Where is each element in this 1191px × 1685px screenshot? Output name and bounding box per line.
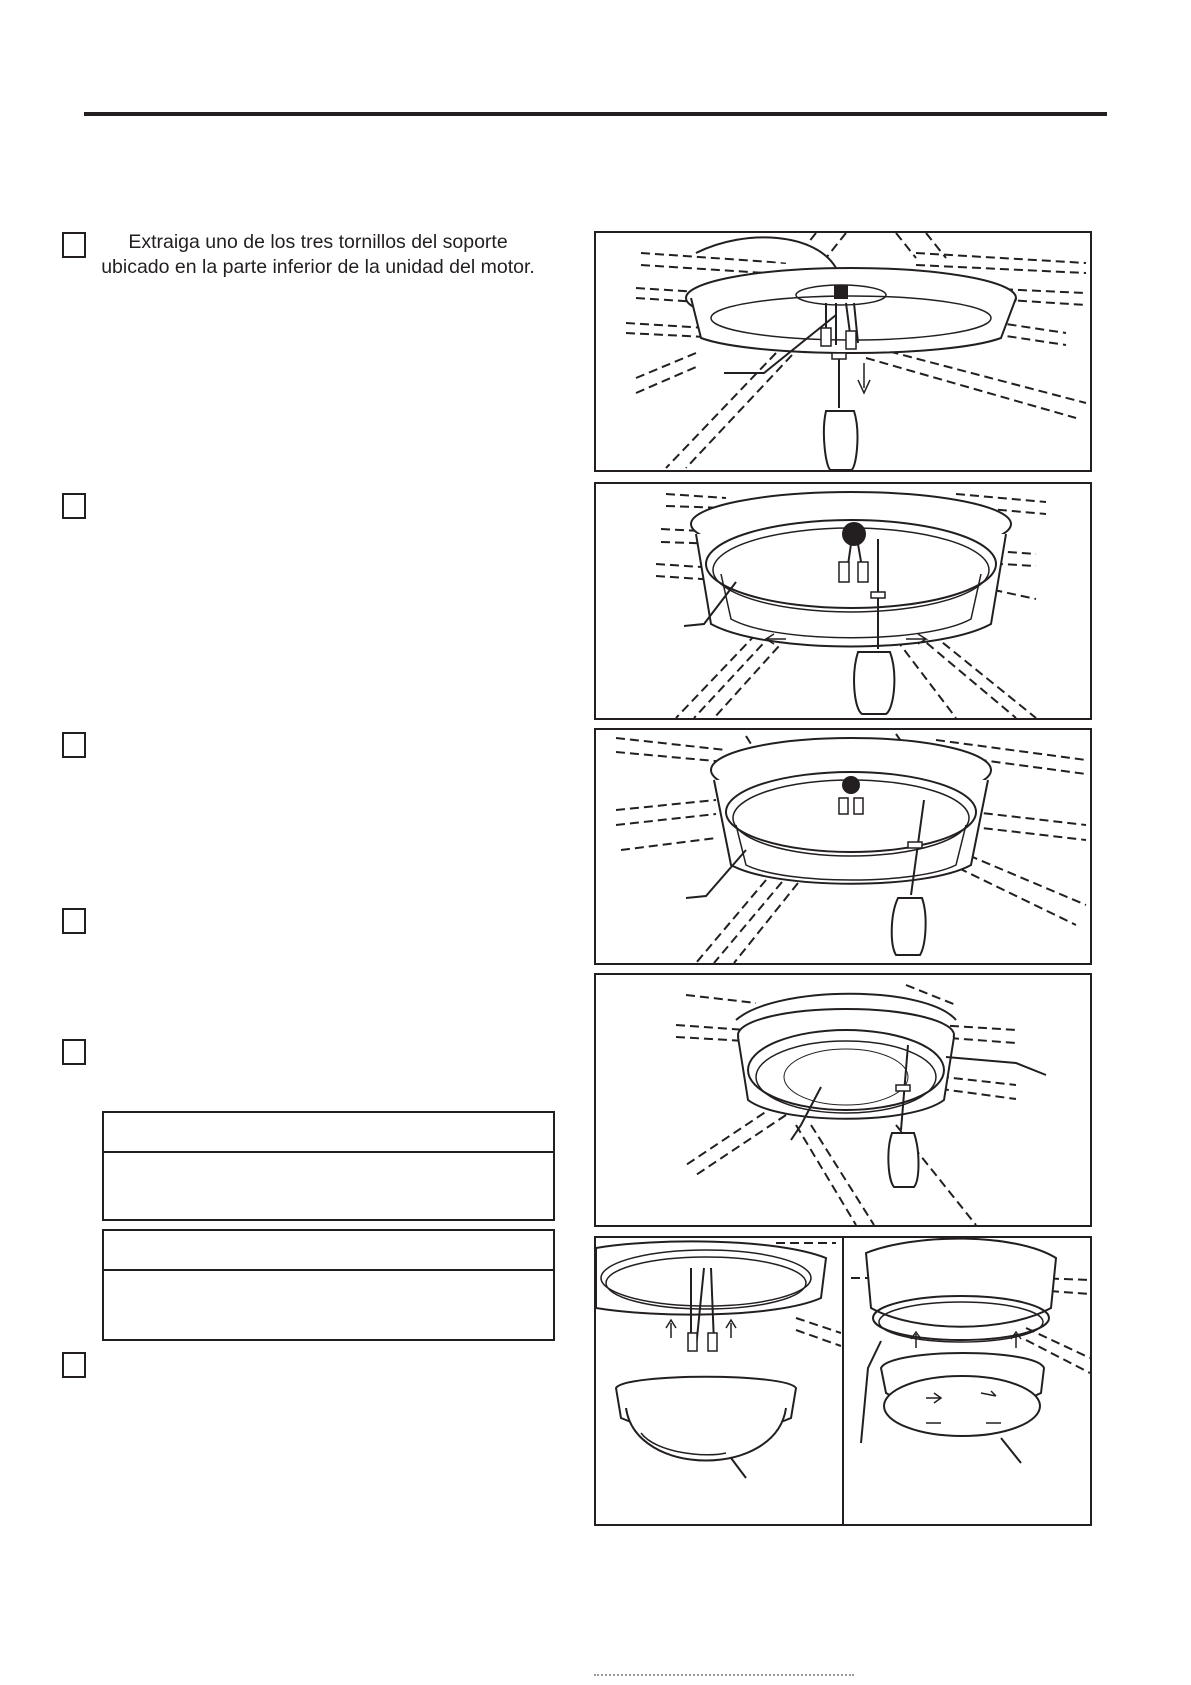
figure-1	[594, 231, 1092, 472]
note-box-1-header	[104, 1113, 553, 1153]
step-4-checkbox[interactable]	[62, 908, 86, 934]
note-box-2	[102, 1229, 555, 1341]
figure-4	[594, 973, 1092, 1227]
figure-3-illustration	[596, 730, 1090, 963]
figure-2-illustration	[596, 484, 1090, 718]
figure-5	[594, 1236, 1092, 1526]
step-5-checkbox[interactable]	[62, 1039, 86, 1065]
figure-5-left-panel	[596, 1241, 841, 1478]
step-2-checkbox[interactable]	[62, 493, 86, 519]
step-1-text-line-1: Extraiga uno de los tres tornillos del soporte	[128, 231, 508, 253]
figure-4-illustration	[596, 975, 1090, 1225]
figure-1-illustration	[596, 233, 1090, 470]
figure-3	[594, 728, 1092, 965]
figure-2	[594, 482, 1092, 720]
header-rule	[84, 112, 1107, 116]
note-box-2-header	[104, 1231, 553, 1271]
step-1-checkbox[interactable]	[62, 232, 86, 258]
note-box-1	[102, 1111, 555, 1221]
footer-dotted-line	[594, 1674, 854, 1676]
step-1-text	[98, 230, 538, 280]
step-6-checkbox[interactable]	[62, 1352, 86, 1378]
figure-5-right-panel	[851, 1239, 1090, 1463]
figure-5-illustration	[596, 1238, 1090, 1524]
step-1-text-line-2: ubicado en la parte inferior de la unidad del motor.	[101, 256, 535, 278]
step-3-checkbox[interactable]	[62, 732, 86, 758]
